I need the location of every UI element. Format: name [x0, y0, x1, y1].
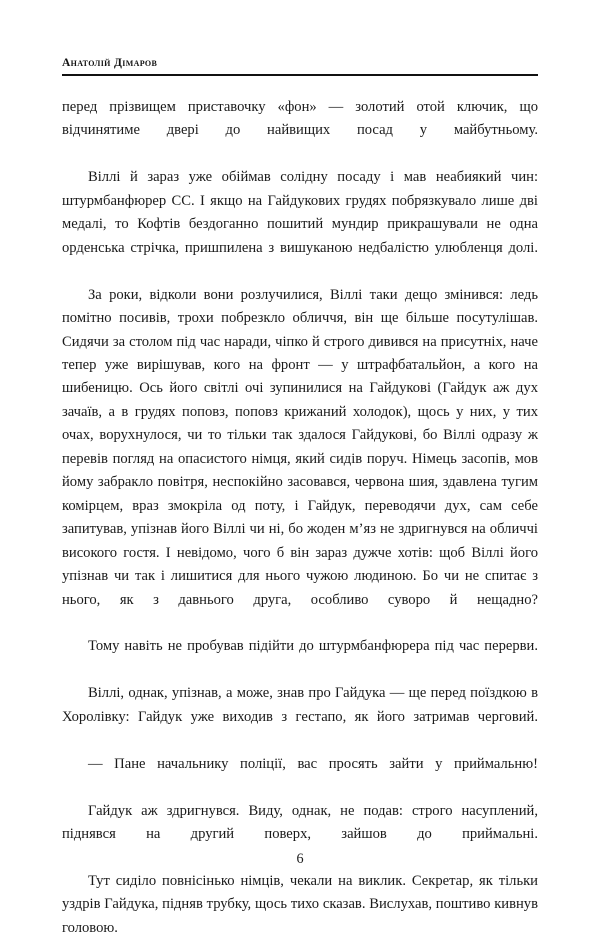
paragraph: Віллі й зараз уже обіймав солідну посаду і мав неабиякий чин: штурмбанфюрер СС. І якщо на Гайдукових грудях побрязкувало лише дві медалі, то Кофтів бездоганно пошитий мундир прикрашували не одна орденська стрічка, пришпилена з вишуканою недбалістю улюбленця долі. [62, 169, 538, 256]
paragraph: перед прізвищем приставочку «фон» — золотий отой ключик, що відчинятиме двері до найвищих посад у майбутньому. [62, 99, 538, 139]
paragraph: Тут сиділо повнісінько німців, чекали на виклик. Секретар, як тільки уздрів Гайдука, підняв трубку, щось тихо сказав. Вислухав, поштиво кивнув головою. [62, 872, 538, 934]
paragraph: За роки, відколи вони розлучилися, Віллі таки дещо змінився: ледь помітно посивів, трохи побрезкло обличчя, він ще більше посутулішав. Сидячи за столом під час наради, чіпко й строго дивився на присутніх, наче тепер уже вирішував, кого на фронт — у штрафбатальйон, а кого на шибеницю. Ось його світлі очі зупинилися на Гайдукові (Гайдук аж дух зачаїв, а в грудях поповз, поповз крижаний холодок), щось у них, у тих очах, ворухнулося, чи то тільки так здалося Гайдукові, бо Віллі одразу ж перевів погляд на опасистого німця, який сидів поруч. Німець засопів, мов йому забракло повітря, неспокійно засовався, червона шия, здавлена тугим комірцем, враз змокріла од поту, і Гайдук, переводячи дух, сам себе запитував, упізнав його Віллі чи ні, бо жоден м’яз не здригнувся на обличчі високого гостя. І невідомо, чого б він зараз дужче хотів: щоб Віллі його упізнав чи так і лишитися для нього чужою людиною. Бо чи не спитає з нього, як з давнього друга, особливо суворо й нещадно? [62, 286, 538, 608]
paragraph-dialogue: — Пане начальнику поліції, вас просять зайти у приймальню! [88, 755, 538, 772]
running-head-rule [62, 74, 538, 75]
running-head-author: Анатолій Дімаров [62, 57, 158, 69]
page-number: 6 [296, 851, 304, 867]
paragraph: Віллі, однак, упізнав, а може, знав про Гайдука — ще перед поїздкою в Хоролівку: Гайдук уже виходив з гестапо, як його затримав черговий. [62, 685, 538, 725]
paragraph: Гайдук аж здригнувся. Виду, однак, не подав: строго насуплений, піднявся на другий поверх, зайшов до приймальні. [62, 802, 538, 843]
body-text-block [62, 96, 538, 934]
running-head [62, 57, 538, 76]
paragraph: Тому навіть не пробував підійти до штурмбанфюрера під час перерви. [88, 638, 538, 655]
